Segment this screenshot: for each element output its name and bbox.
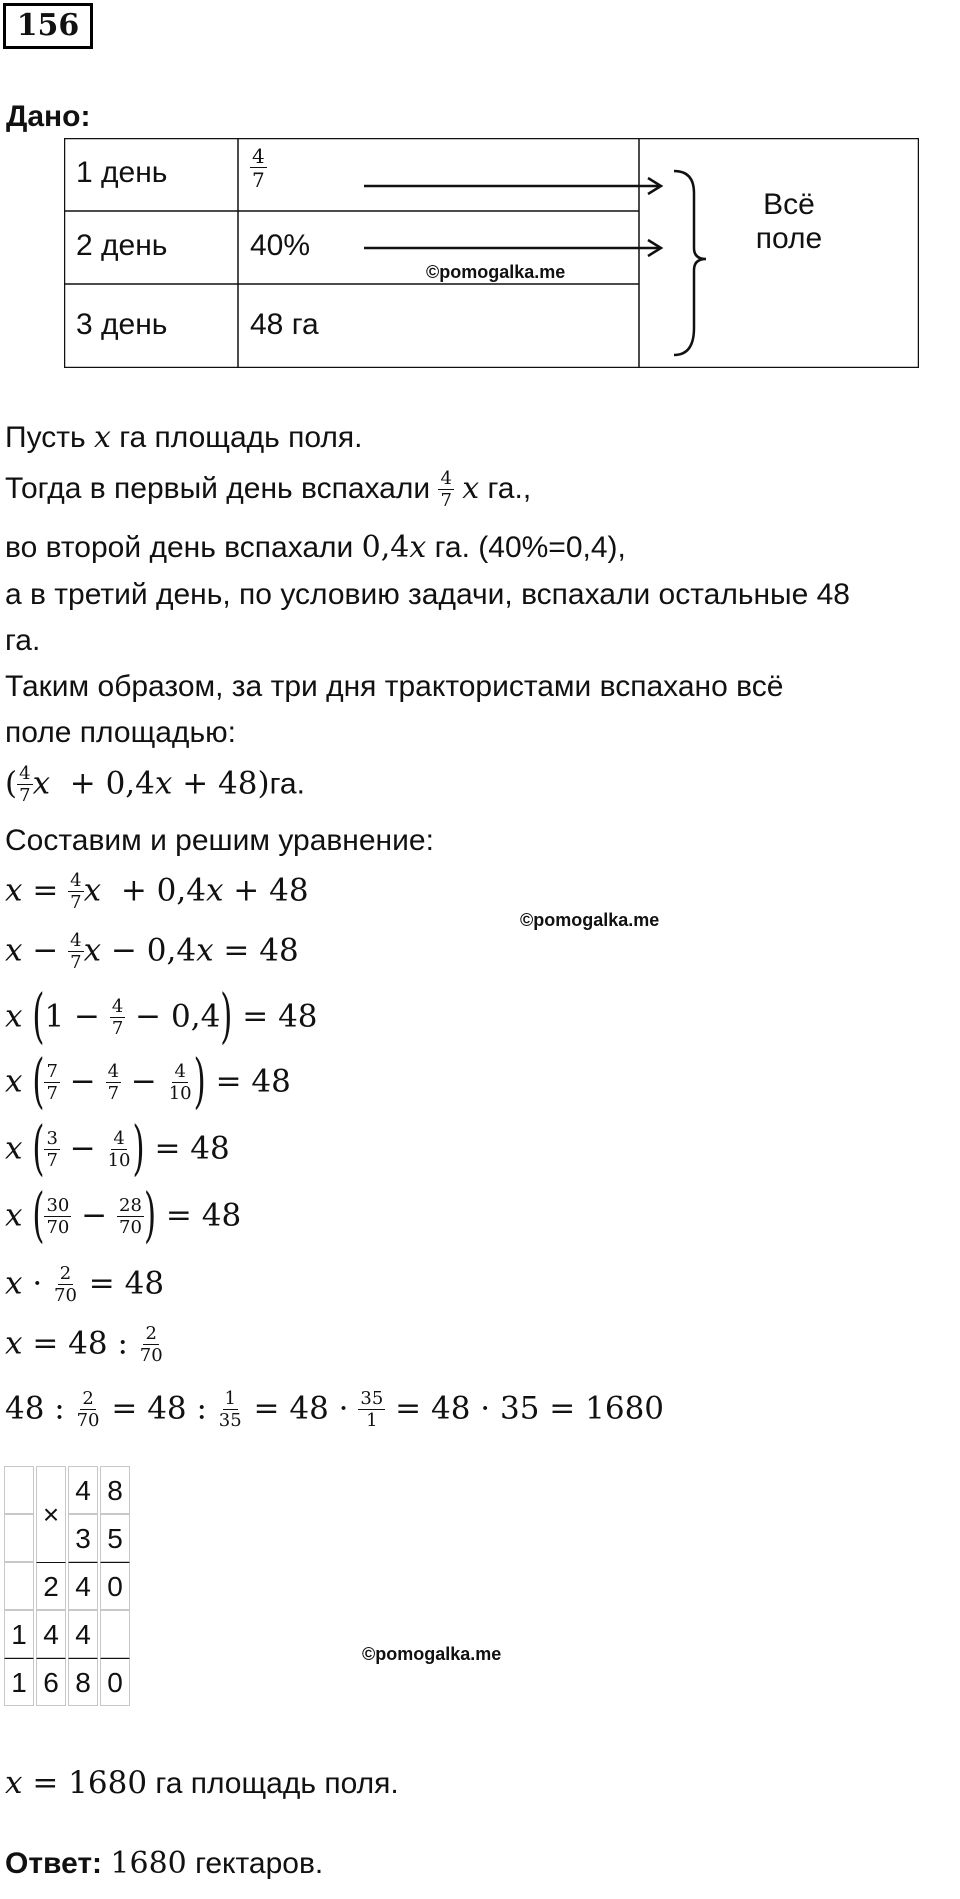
watermark-2: ©pomogalka.me: [520, 910, 660, 930]
mult-cell: [4, 1466, 34, 1514]
text-line-6: Таким образом, за три дня трактористами вспахано всё: [5, 670, 784, 703]
text-line-2: Тогда в первый день вспахали $\frac{4}{7}$ x га.,: [5, 468, 532, 511]
conclusion-line: x = 1680 га площадь поля.: [5, 1765, 399, 1801]
eq-8: x = 48 : $\frac{2}{70}$: [5, 1323, 163, 1366]
eq-3: x (1 − $\frac{4}{7}$ − 0,4) = 48: [5, 982, 318, 1051]
text-line-5: га.: [5, 624, 41, 657]
eq-4: x ( $\frac{7}{7}$ − $\frac{4}{7}$ − $\frac{4}{10}$ ) = 48: [5, 1047, 291, 1116]
eq-9: 48 : $\frac{2}{70}$ = 48 : $\frac{1}{35}$ = 48 · $\frac{35}{1}$ = 48 · 35 = 1680: [5, 1388, 665, 1431]
watermark-3: ©pomogalka.me: [362, 1644, 502, 1664]
multiply-sign: ×: [36, 1466, 66, 1562]
row1-fraction: $\frac{4}{7}$: [252, 144, 265, 192]
mult-cell: 0: [100, 1562, 130, 1610]
mult-cell: 4: [68, 1610, 98, 1658]
eq-2: x − $\frac{4}{7}$ x − 0,4x = 48: [5, 930, 299, 973]
text-line-1: Пусть x га площадь поля.: [5, 420, 363, 455]
mult-cell: 1: [4, 1658, 34, 1706]
text-line-3: во второй день вспахали 0,4x га. (40%=0,4),: [5, 530, 626, 565]
mult-cell: 8: [100, 1466, 130, 1514]
text-line-7: поле площадью:: [5, 716, 236, 749]
eq-6: x ( $\frac{30}{70}$ − $\frac{28}{70}$ ) = 48: [5, 1181, 242, 1250]
mult-cell: 1: [4, 1610, 34, 1658]
mult-cell: [4, 1562, 34, 1610]
mult-cell: 5: [100, 1514, 130, 1562]
eq-5: x ( $\frac{3}{7}$ − $\frac{4}{10}$ ) = 48: [5, 1114, 230, 1183]
mult-cell: [100, 1610, 130, 1658]
mult-cell: 6: [36, 1658, 66, 1706]
curly-brace: [674, 171, 706, 355]
mult-cell: 4: [68, 1562, 98, 1610]
mult-cell: 3: [68, 1514, 98, 1562]
eq-1: x = $\frac{4}{7}$ x + 0,4x + 48: [5, 870, 309, 913]
row2-value: 40%: [250, 229, 311, 262]
mult-cell: 8: [68, 1658, 98, 1706]
row3-day: 3 день: [76, 308, 168, 341]
watermark: ©pomogalka.me: [426, 262, 566, 282]
row3-value: 48 га: [250, 308, 319, 341]
row2-day: 2 день: [76, 229, 168, 262]
mult-cell: 0: [100, 1658, 130, 1706]
problem-number: 156: [3, 3, 93, 49]
mult-cell: 4: [68, 1466, 98, 1514]
given-heading: Дано:: [6, 100, 91, 133]
expression-area: ( $\frac{4}{7}$ x + 0,4x + 48)га.: [5, 763, 305, 806]
mult-cell: 4: [36, 1610, 66, 1658]
eq-7: x · $\frac{2}{70}$ = 48: [5, 1263, 165, 1306]
row1-day: 1 день: [76, 156, 168, 189]
arrow-2: [364, 240, 661, 256]
mult-cell: 2: [36, 1562, 66, 1610]
answer-line: Ответ: 1680 гектаров.: [5, 1846, 324, 1881]
result-label: Всё поле: [755, 188, 823, 255]
mult-cell: [4, 1514, 34, 1562]
arrow-1: [364, 178, 661, 194]
given-table: [64, 138, 919, 368]
text-line-4: а в третий день, по условию задачи, вспахали остальные 48: [5, 578, 850, 611]
text-line-9: Составим и решим уравнение:: [5, 824, 434, 857]
